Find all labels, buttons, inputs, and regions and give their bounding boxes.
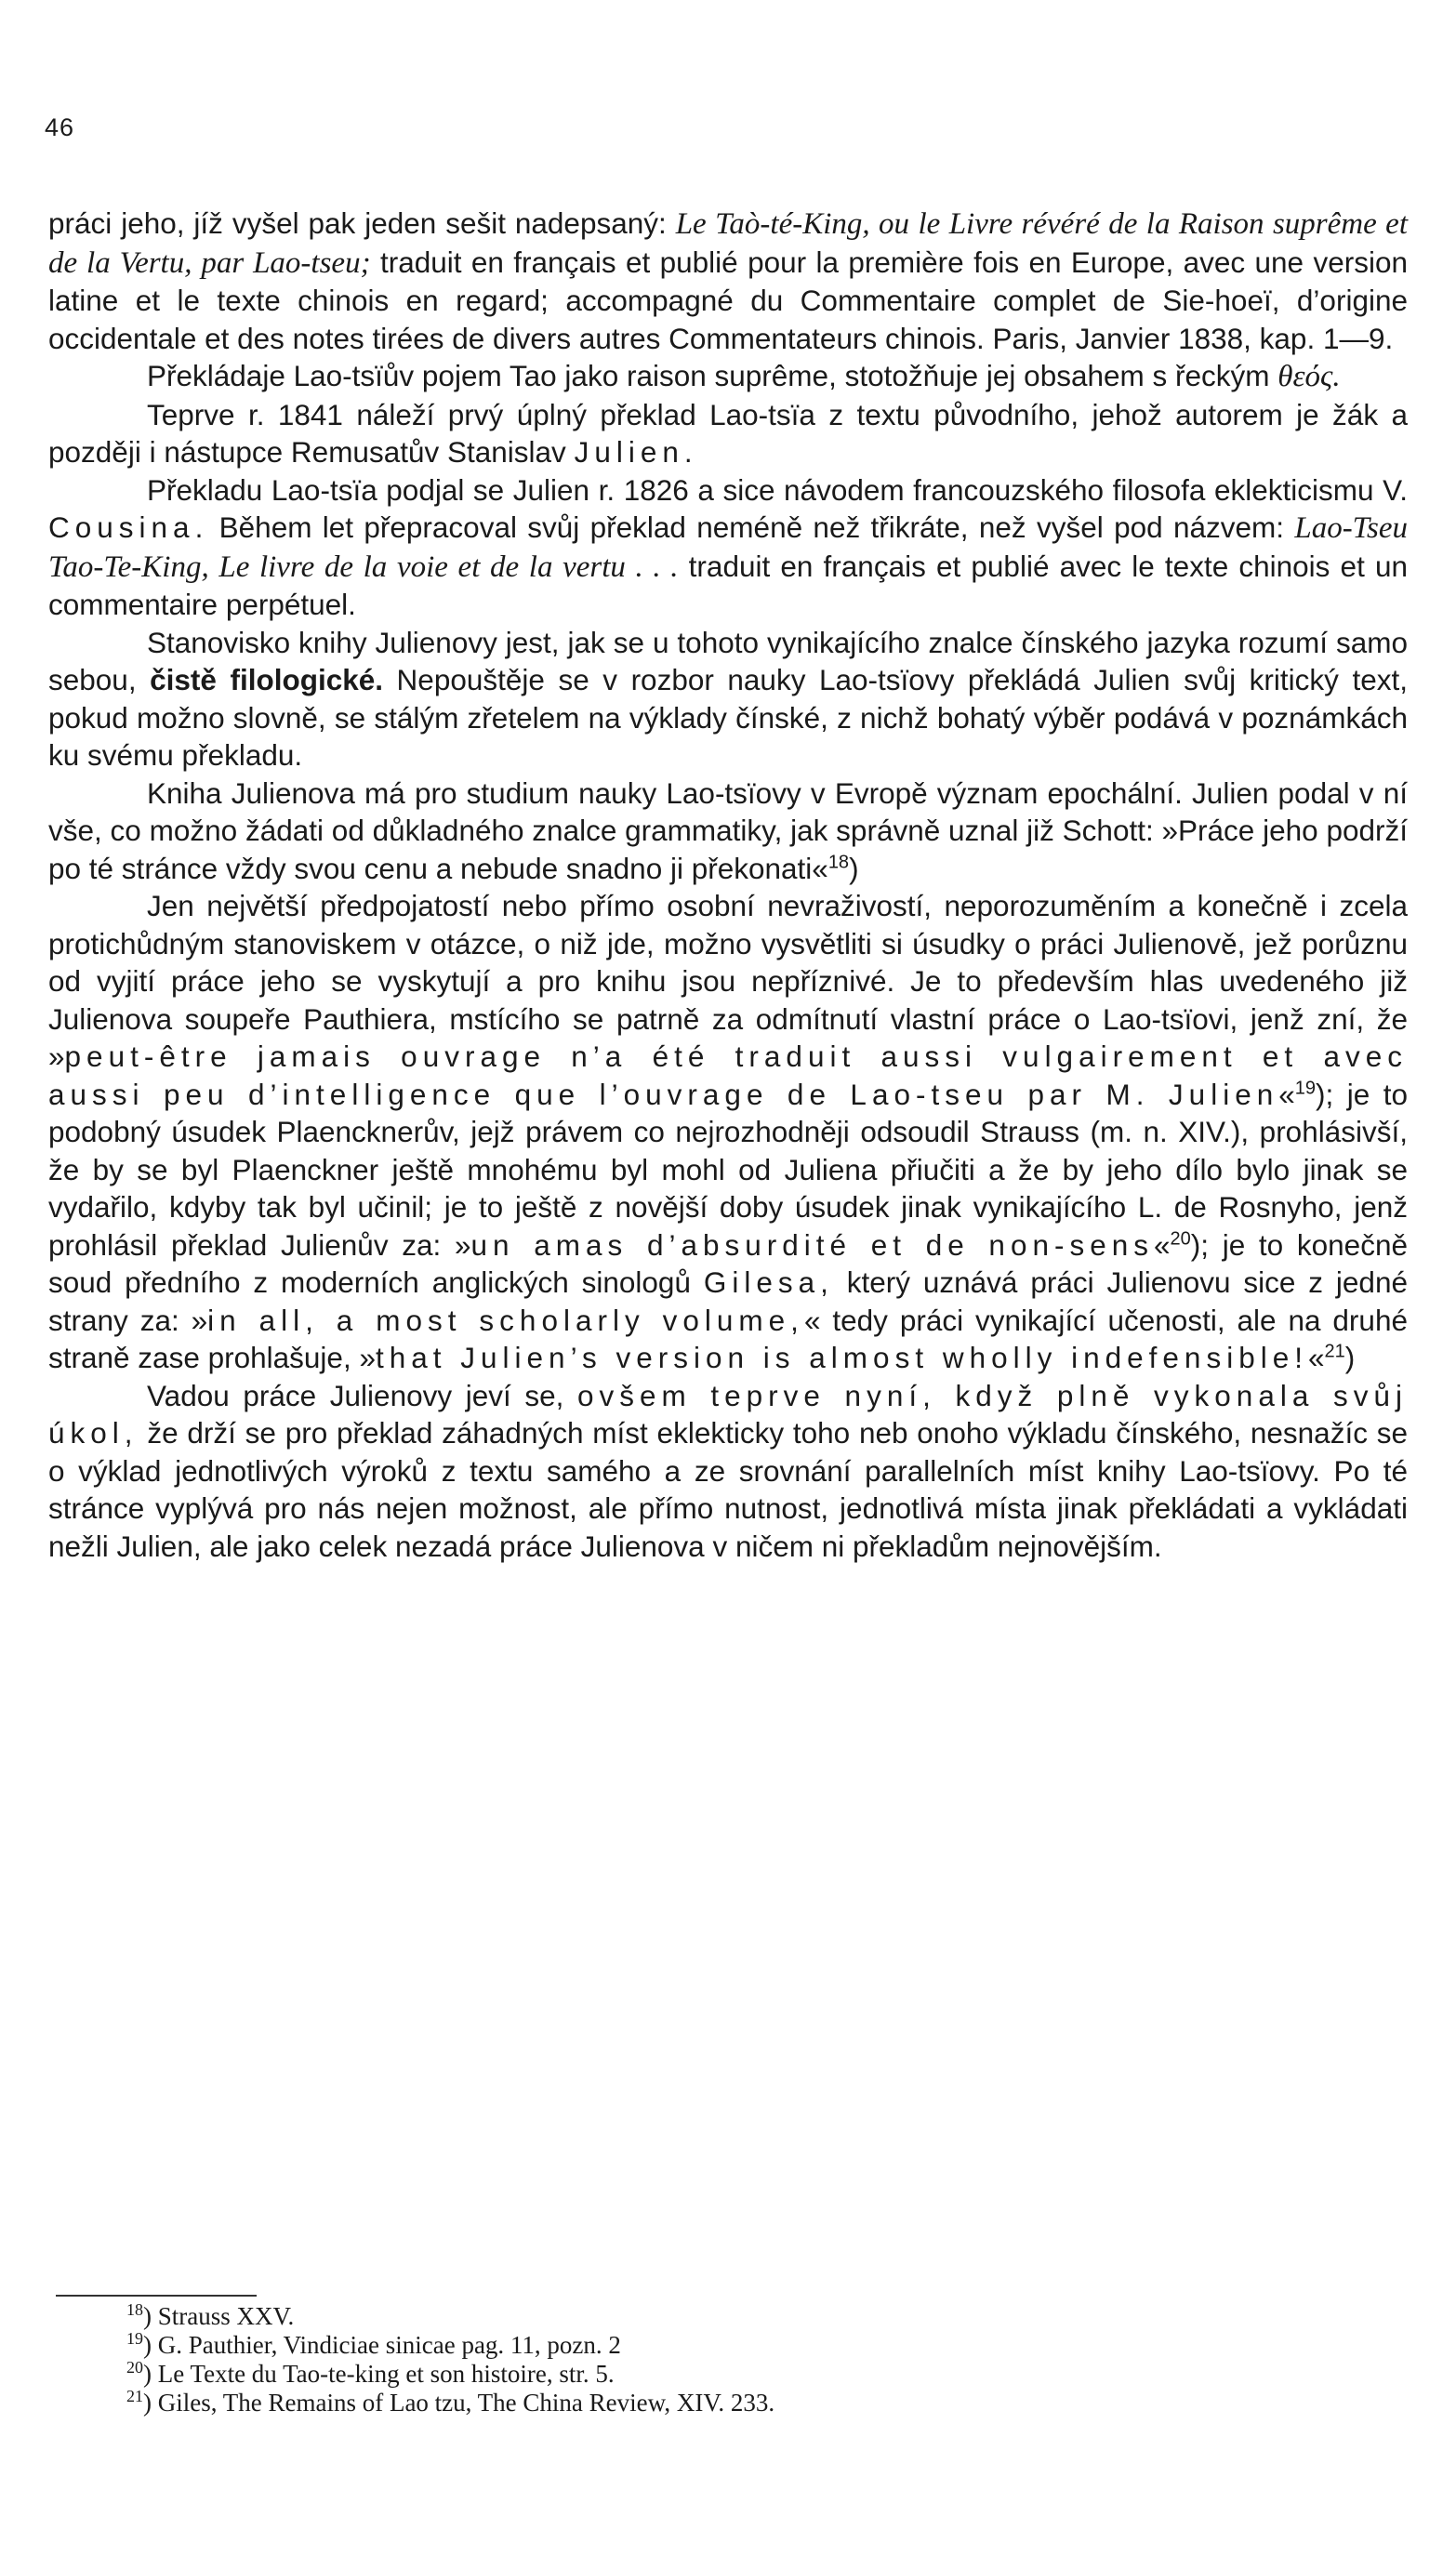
text-segment: ); je to podobný úsudek Plaencknerův, jejž právem co nejrozhodněji odsoudil Strauss (m. n. XIV.), prohlásivší, že by se byl Plaenckner ještě mnohému byl mohl od Juliena přiučiti a že by jeho dílo bylo jinak se vydařilo, kdyby tak byl učinil; je to ještě z novější doby úsudek jinak vynikajícího L. de Rosnyho, jenž prohlásil překlad Julienův za: » xyxy=(48,1077,1408,1262)
text-segment: Překládaje Lao-tsïův pojem Tao jako raison suprême, stotožňuje jej obsahem s řeckým xyxy=(147,359,1278,392)
text-segment: « xyxy=(1278,1077,1295,1111)
text-segment: Stanovisko knihy Julienovy jest, jak se u tohoto vynikajícího znalce čínského jazyka rozumí samo sebou, xyxy=(48,625,1408,696)
footnote-number: 21 xyxy=(126,2387,143,2405)
footnote-ref: 18 xyxy=(827,852,850,872)
footnote-number: 20 xyxy=(126,2358,143,2377)
footnote xyxy=(126,2331,1335,2360)
text-segment: Vadou práce Julienovy jeví se, xyxy=(147,1378,577,1412)
text-segment: that Julien’s version is almost wholly indefensible! xyxy=(375,1341,1308,1374)
text-segment: Cousina. xyxy=(48,510,209,544)
paragraph xyxy=(48,205,1408,357)
text-segment: in all, a most scholarly volume, xyxy=(207,1303,804,1337)
text-segment: traduit en français et publié avec le texte chinois et un commentaire perpétuel. xyxy=(48,549,1408,621)
footnote-ref: 19 xyxy=(1294,1078,1317,1098)
paragraph xyxy=(48,396,1408,471)
text-segment: θεός. xyxy=(1277,360,1341,393)
paragraph xyxy=(48,357,1408,396)
footnote xyxy=(126,2360,1335,2389)
text-segment: Během let přepracoval svůj překlad neméně než třikráte, než vyšel pod názvem: xyxy=(208,510,1295,544)
text-segment: « tedy práci vynikající učenosti, ale na druhé straně zase prohlašuje, » xyxy=(48,1303,1408,1374)
text-segment: Kniha Julienova má pro studium nauky Lao-tsïovy v Evropě význam epochální. Julien podal v ní vše, co možno žádati od důkladného znalce grammatiky, jak správně uznal již Schott: »Práce jeho podrží po té stránce vždy svou cenu a nebude snadno ji překonati« xyxy=(48,775,1408,885)
footnote-number: 19 xyxy=(126,2329,143,2348)
footnote-ref: 20 xyxy=(1170,1228,1191,1249)
text-segment: ovšem teprve nyní, když plně vykonala svůj úkol, xyxy=(48,1378,1408,1450)
footnote-number: 18 xyxy=(126,2300,143,2319)
footnote-text: ) Giles, The Remains of Lao tzu, The China Review, XIV. 233. xyxy=(143,2389,775,2417)
text-segment: Jen největší předpojatostí nebo přímo osobní nevraživostí, neporozuměním a konečně i zcela protichůdným stanoviskem v otázce, o niž jde, možno vysvětliti si úsudky o práci Julienově, jež porůznu od vyjití práce jeho se vyskytují a pro knihu jsou nepříznivé. Je to především hlas uvedeného již Julienova soupeře Pauthiera, mstícího se patrně za odmítnutí vlastní práce o Lao-tsïovi, jenž zní, že » xyxy=(48,889,1408,1073)
page-number: 46 xyxy=(45,113,75,141)
text-segment: který uznává práci Julienovu sice z jedné strany za: » xyxy=(48,1265,1408,1337)
text-segment: « xyxy=(1154,1227,1171,1262)
footnote-ref: 21 xyxy=(1324,1341,1345,1362)
text-segment: že drží se pro překlad záhadných míst eklekticky toho neb onoho výkladu čínského, nesnažíc se o výklad jednotlivých výroků z textu samého a ze srovnání parallelních míst knihy Lao-tsïovy. Po té stránce vyplývá pro nás nejen možnost, ale přímo nutnost, jednotlivá místa jinak překládati a vykládati nežli Julien, ale jako celek nezadá práce Julienova v ničem ni překladům nejnovějším. xyxy=(48,1416,1408,1563)
paragraph xyxy=(48,624,1408,775)
footnote-text: ) Le Texte du Tao-te-king et son histoire, str. 5. xyxy=(143,2360,615,2388)
text-segment: Překladu Lao-tsïa podjal se Julien r. 1826 a sice návodem francouzského filosofa eklekticismu V. xyxy=(147,472,1408,507)
text-segment: ) xyxy=(849,851,859,885)
text-segment: « xyxy=(1308,1341,1325,1374)
paragraph xyxy=(48,471,1408,624)
text-segment: Le Taò-té-King, ou le Livre révéré de la Raison suprême et de la Vertu, par Lao-tseu; xyxy=(48,207,1408,280)
text-segment: Gilesa, xyxy=(703,1265,834,1299)
text-segment: čistě filologické. xyxy=(150,663,383,696)
paragraph xyxy=(48,775,1408,888)
text-segment: traduit en français et publié pour la première fois en Europe, avec une version latine et le texte chinois en regard; accompagné du Commentaire complet de Sie-hoeï, d’origine occidentale et des notes tirées de divers autres Commentateurs chinois. Paris, Janvier 1838, kap. 1—9. xyxy=(48,245,1408,355)
text-segment: peut-être jamais ouvrage n’a été traduit aussi vulgairement et avec aussi peu d’intelligence que l’ouvrage de Lao-tseu par M. Julien xyxy=(48,1040,1408,1111)
text-segment: ) xyxy=(1344,1341,1356,1374)
text-segment: Julien. xyxy=(574,435,698,469)
text-segment: Lao-Tseu Tao-Te-King, Le livre de la voie et de la vertu . . . xyxy=(48,511,1408,584)
text-segment: un amas d’absurdité et de non-sens xyxy=(470,1227,1155,1262)
text-segment: práci jeho, jíž vyšel pak jeden sešit nadepsaný: xyxy=(48,206,676,240)
footnote xyxy=(126,2302,1335,2331)
text-segment: ); je to konečně soud předního z moderních anglických sinologů xyxy=(48,1227,1408,1299)
footnotes xyxy=(126,2302,1335,2417)
paragraph xyxy=(48,887,1408,1377)
text-segment: Nepouštěje se v rozbor nauky Lao-tsïovy překládá Julien svůj kritický text, pokud možno slovně, se stálým zřetelem na výklady čínské, z nichž bohatý výběr podává v poznámkách ku svému překladu. xyxy=(48,663,1408,772)
footnote-text: ) Strauss XXV. xyxy=(143,2302,295,2330)
footnote-divider xyxy=(56,2295,257,2297)
text-segment: Teprve r. 1841 náleží prvý úplný překlad Lao-tsïa z textu původního, jehož autorem je žák a později i nástupce Remusatův Stanislav xyxy=(48,397,1408,469)
footnote-text: ) G. Pauthier, Vindiciae sinicae pag. 11, pozn. 2 xyxy=(143,2331,621,2359)
footnote xyxy=(126,2389,1335,2417)
body-text xyxy=(48,205,1408,1565)
paragraph xyxy=(48,1377,1408,1566)
